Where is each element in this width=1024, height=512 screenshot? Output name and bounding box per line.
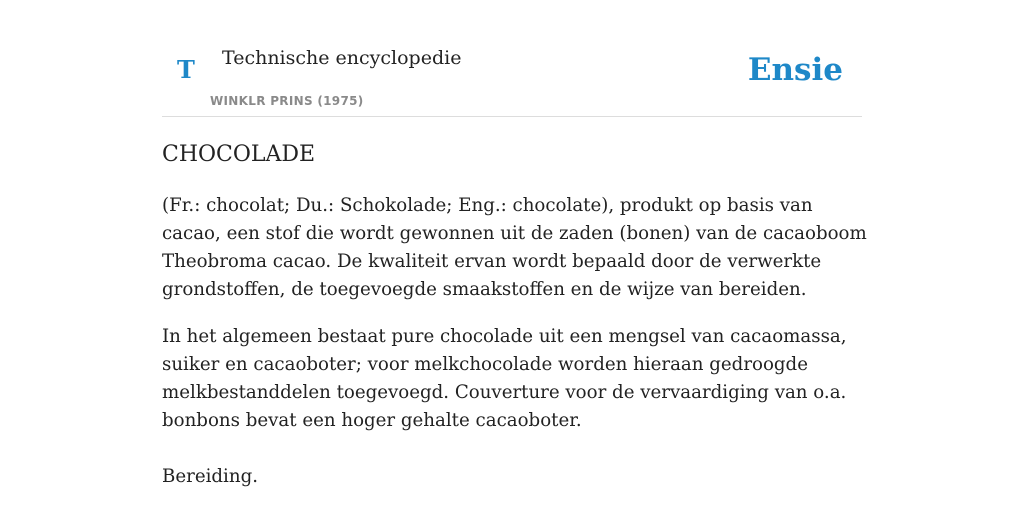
article-title: CHOCOLADE	[162, 142, 316, 167]
publication-logo-icon[interactable]: T	[177, 55, 195, 84]
article-paragraph-2: In het algemeen bestaat pure chocolade uit een mengsel van cacaomassa, suiker en cacaoboter; voor melkchocolade worden hieraan gedroogde melkbestanddelen toegevoegd. Couverture voor de vervaardiging van o.a. bonbons bevat een hoger gehalte cacaoboter.	[162, 326, 847, 431]
article-paragraph-1: (Fr.: chocolat; Du.: Schokolade; Eng.: chocolate), produkt op basis van cacao, een stof die wordt gewonnen uit de zaden (bonen) van de cacaoboom Theobroma cacao. De kwaliteit ervan wordt bepaald door de verwerkte grondstoffen, de toegevoegde smaakstoffen en de wijze van bereiden.	[162, 195, 867, 300]
article-body	[162, 138, 867, 491]
ensie-brand-logo[interactable]: Ensie	[747, 52, 843, 88]
publication-header	[162, 0, 862, 117]
publication-title-link[interactable]: Technische encyclopedie	[222, 47, 462, 69]
article-section-heading: Bereiding.	[162, 466, 258, 487]
publication-subtitle: WINKLR PRINS (1975)	[210, 94, 364, 108]
